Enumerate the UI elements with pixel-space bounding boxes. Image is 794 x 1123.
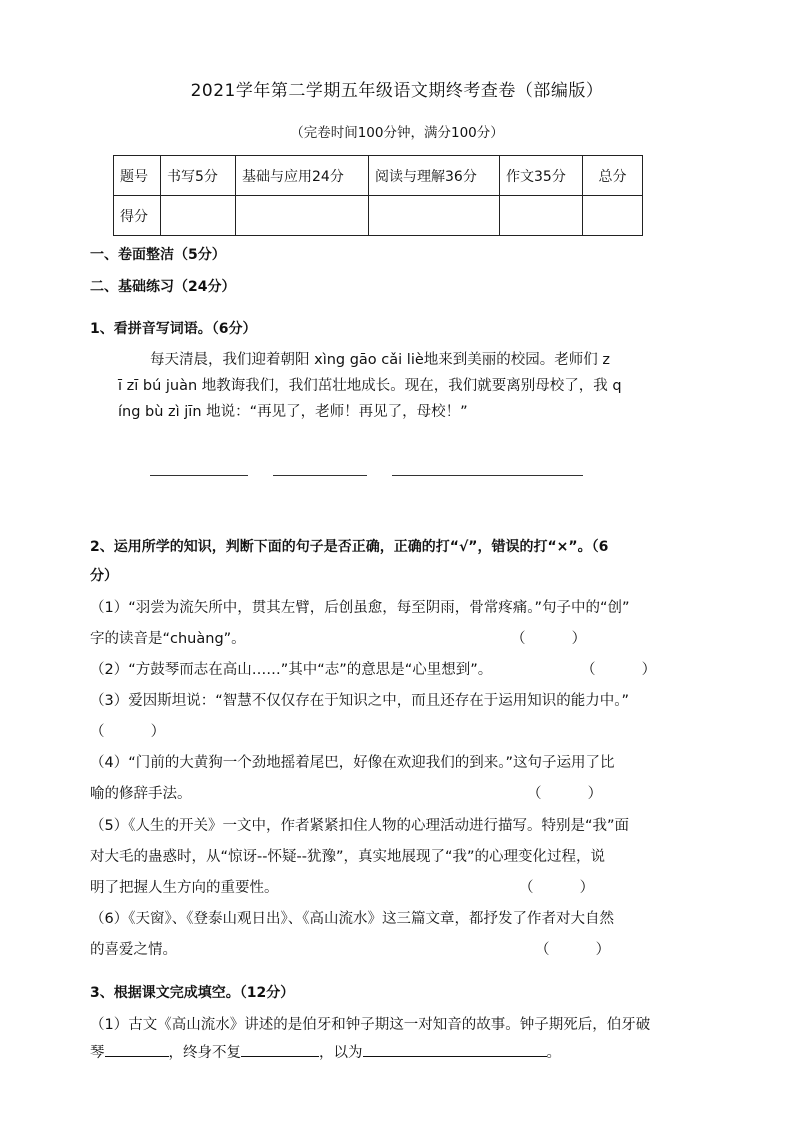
answer-parentheses[interactable]: （ ） — [519, 880, 595, 896]
judge-item-text: （4）“门前的大黄狗一个劲地摇着尾巴，好像在欢迎我们的到来。”这句子运用了比 — [90, 755, 615, 771]
answer-parentheses[interactable]: （ ） — [511, 631, 587, 647]
question-title: 2、运用所学的知识，判断下面的句子是否正确，正确的打“√”，错误的打“×”。（6 — [90, 539, 609, 555]
fill-blank[interactable] — [105, 1042, 169, 1057]
fill-text: ，终身不复 — [168, 1045, 241, 1061]
judge-item-text: （1）“羽尝为流矢所中，贯其左臂，后创虽愈，每至阴雨，骨常疼痛。”句子中的“创” — [90, 600, 630, 616]
section-heading: 二、基础练习（24分） — [90, 279, 236, 295]
judge-item-text: 对大毛的蛊惑时，从“惊讶--怀疑--犹豫”，真实地展现了“我”的心理变化过程，说 — [90, 849, 605, 865]
fill-text: 琴 — [90, 1045, 105, 1061]
answer-parentheses[interactable]: （ ） — [535, 942, 611, 958]
score-table-header-row — [114, 156, 643, 196]
question-text-line: íng bù zì jīn 地说：“再见了，老师！再见了，母校！” — [118, 404, 468, 420]
answer-parentheses[interactable]: （ ） — [581, 662, 657, 678]
answer-parentheses[interactable]: （ ） — [90, 724, 166, 740]
answer-blank-line[interactable] — [150, 475, 248, 476]
score-cell[interactable] — [583, 196, 643, 236]
score-cell[interactable] — [236, 196, 369, 236]
question-title-cont: 分） — [90, 568, 118, 584]
answer-blank-line[interactable] — [273, 475, 367, 476]
judge-item-text: 字的读音是“chuàng”。 — [90, 631, 246, 647]
fill-blank[interactable] — [363, 1042, 547, 1057]
section-heading: 一、卷面整洁（5分） — [90, 247, 226, 263]
score-table — [113, 155, 643, 236]
exam-subtitle: （完卷时间100分钟，满分100分） — [290, 125, 504, 141]
fill-item-line — [90, 1041, 561, 1062]
judge-item-text: （3）爱因斯坦说：“智慧不仅仅存在于知识之中，而且还存在于运用知识的能力中。” — [90, 693, 629, 709]
judge-item-text: 的喜爱之情。 — [90, 942, 177, 958]
answer-parentheses[interactable]: （ ） — [527, 786, 603, 802]
fill-text: 。 — [546, 1045, 561, 1061]
judge-item-text: （2）“方鼓琴而志在高山……”其中“志”的意思是“心里想到”。 — [90, 662, 493, 678]
page-title: 2021学年第二学期五年级语文期终考查卷（部编版） — [190, 81, 604, 101]
score-header-cell: 总分 — [583, 156, 643, 196]
judge-item-text: 明了把握人生方向的重要性。 — [90, 880, 279, 896]
answer-blank-line[interactable] — [392, 475, 583, 476]
score-cell[interactable] — [161, 196, 236, 236]
score-header-cell: 基础与应用24分 — [236, 156, 369, 196]
score-header-cell: 题号 — [114, 156, 161, 196]
question-title: 3、根据课文完成填空。（12分） — [90, 985, 295, 1001]
score-header-cell: 作文35分 — [500, 156, 583, 196]
score-header-cell: 阅读与理解36分 — [369, 156, 500, 196]
score-row-label: 得分 — [114, 196, 161, 236]
score-cell[interactable] — [369, 196, 500, 236]
score-cell[interactable] — [500, 196, 583, 236]
score-header-cell: 书写5分 — [161, 156, 236, 196]
fill-text: ，以为 — [319, 1045, 363, 1061]
score-table-score-row — [114, 196, 643, 236]
judge-item-text: （5）《人生的开关》一文中，作者紧紧扣住人物的心理活动进行描写。特别是“我”面 — [90, 818, 629, 834]
judge-item-text: 喻的修辞手法。 — [90, 786, 192, 802]
question-title: 1、看拼音写词语。（6分） — [90, 321, 257, 337]
judge-item-text: （6）《天窗》、《登泰山观日出》、《高山流水》这三篇文章，都抒发了作者对大自然 — [90, 911, 614, 927]
fill-blank[interactable] — [241, 1042, 319, 1057]
question-text-line: 每天清晨，我们迎着朝阳 xìng gāo cǎi liè地来到美丽的校园。老师们 z — [150, 352, 610, 368]
fill-item-text: （1）古文《高山流水》讲述的是伯牙和钟子期这一对知音的故事。钟子期死后，伯牙破 — [90, 1017, 651, 1033]
question-text-line: ī zī bú juàn 地教诲我们，我们茁壮地成长。现在，我们就要离别母校了，我 q — [118, 378, 622, 394]
